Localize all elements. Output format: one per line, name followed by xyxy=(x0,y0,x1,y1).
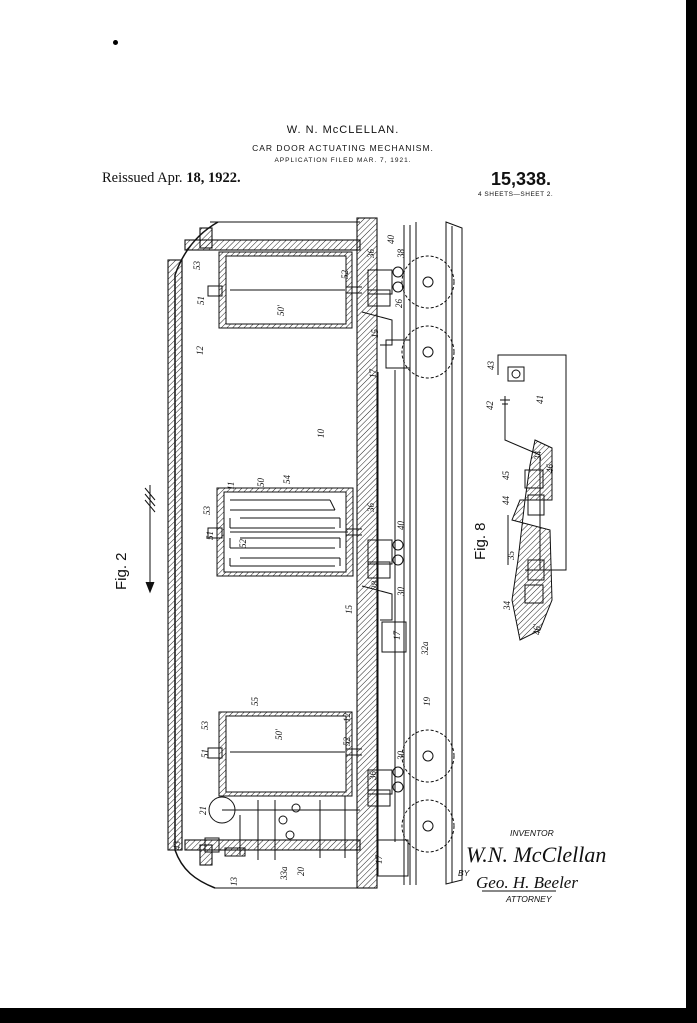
callout-label: 38 xyxy=(396,249,406,258)
rails xyxy=(378,222,462,885)
callout-label: 45 xyxy=(501,471,511,480)
callout-label: 17 xyxy=(374,855,384,864)
callout-label: 52 xyxy=(342,737,352,746)
attorney-heading: ATTORNEY xyxy=(506,894,552,904)
callout-label: 30 xyxy=(396,587,406,596)
callout-label: 51 xyxy=(200,749,210,758)
callout-label: 11 xyxy=(226,481,236,490)
callout-label: 35 xyxy=(506,551,516,560)
callout-label: 46 xyxy=(545,464,555,473)
inventor-name: W. N. McCLELLAN. xyxy=(286,124,400,136)
callout-label: 51 xyxy=(205,531,215,540)
callout-label: 17 xyxy=(392,631,402,640)
callout-label: 50' xyxy=(274,729,284,740)
callout-label: 28 xyxy=(370,581,380,590)
callout-label: 50' xyxy=(276,305,286,316)
direction-arrow xyxy=(145,485,155,592)
signature-block xyxy=(458,828,606,904)
callout-label: 12 xyxy=(195,346,205,355)
callout-label: 21 xyxy=(198,806,208,815)
callout-label: 36 xyxy=(366,249,376,258)
callout-label: 43 xyxy=(172,841,182,850)
callout-label: 10 xyxy=(316,429,326,438)
callout-label: 42 xyxy=(485,401,495,410)
callout-label: 50 xyxy=(256,478,266,487)
cylinder-unit-bottom xyxy=(208,712,362,796)
inventor-heading: INVENTOR xyxy=(510,828,554,838)
callout-label: 20 xyxy=(296,867,306,876)
callout-label: 15 xyxy=(370,329,380,338)
callout-label: 53 xyxy=(202,506,212,515)
filing-date: APPLICATION FILED MAR. 7, 1921. xyxy=(274,157,412,164)
callout-label: 55 xyxy=(250,697,260,706)
callout-label: 53 xyxy=(200,721,210,730)
figure-8-label: Fig. 8 xyxy=(472,522,489,560)
callout-label: 12 xyxy=(342,713,352,722)
cylinder-unit-middle xyxy=(208,488,362,576)
callout-label: 52 xyxy=(238,539,248,548)
callout-label: 41 xyxy=(535,395,545,404)
callout-label: 43 xyxy=(486,361,496,370)
callout-label: 40 xyxy=(396,521,406,530)
callout-label: 30 xyxy=(396,751,406,760)
attorney-signature: Geo. H. Beeler xyxy=(476,873,578,892)
inventor-signature: W.N. McClellan xyxy=(466,842,607,867)
callout-label: 15 xyxy=(344,605,354,614)
callout-label: 53 xyxy=(192,261,202,270)
figure-2-label: Fig. 2 xyxy=(113,552,130,590)
callout-label: 17 xyxy=(368,369,378,378)
callout-label: 40 xyxy=(386,235,396,244)
callout-label: 26 xyxy=(394,299,404,308)
callout-label: 34 xyxy=(533,451,543,460)
callout-label: 19 xyxy=(422,697,432,706)
reissue-prefix: Reissued Apr. xyxy=(102,170,183,186)
callout-label: 44 xyxy=(501,496,511,505)
patent-number: 15,338. xyxy=(491,169,552,189)
callout-label: 51 xyxy=(196,296,206,305)
callout-label: 36 xyxy=(366,503,376,512)
sheet-count: 4 SHEETS—SHEET 2. xyxy=(478,191,554,198)
callout-label: 32a xyxy=(420,641,430,655)
callout-label: 54 xyxy=(282,475,292,484)
patent-title: CAR DOOR ACTUATING MECHANISM. xyxy=(252,143,434,153)
callout-label: 46' xyxy=(532,624,542,635)
reissue-day: 18, 1922. xyxy=(186,170,241,186)
by-label: BY xyxy=(458,868,470,878)
callout-label: 13 xyxy=(229,877,239,886)
callout-label: 52 xyxy=(340,270,350,279)
callout-label: 34 xyxy=(502,601,512,610)
callout-label: 33a xyxy=(279,866,289,880)
callout-label: 36 xyxy=(368,771,378,780)
